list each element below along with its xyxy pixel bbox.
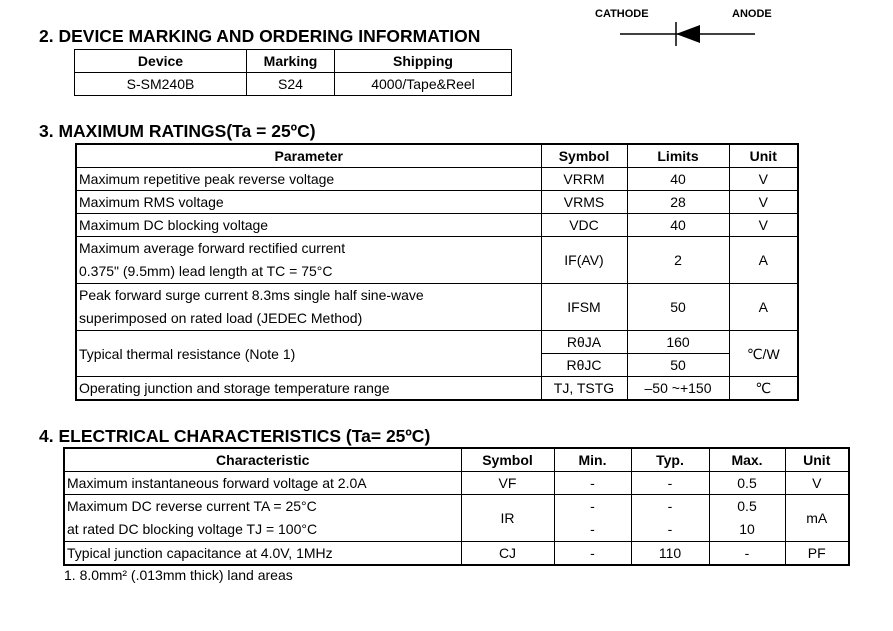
table-row (76, 214, 798, 237)
characteristic-line-2: at rated DC blocking voltage TJ = 100°C (67, 521, 318, 537)
table-row (64, 542, 849, 566)
table-row (76, 237, 798, 284)
section-2-title: 2. DEVICE MARKING AND ORDERING INFORMATION (39, 26, 481, 46)
limit-cell: 40 (627, 168, 729, 191)
parameter-line-2: superimposed on rated load (JEDEC Method) (79, 310, 363, 326)
header-symbol: Symbol (541, 144, 627, 168)
symbol-cell: VDC (541, 214, 627, 237)
max-cell: - (709, 542, 785, 566)
characteristic-line-1: Maximum DC reverse current TA = 25°C (67, 498, 317, 514)
symbol-cell: IFSM (541, 284, 627, 331)
electrical-characteristics-table (63, 447, 850, 566)
ordering-table (74, 49, 512, 96)
section-3-title: 3. MAXIMUM RATINGS(Ta = 25ºC) (39, 121, 316, 141)
parameter-cell: Typical thermal resistance (Note 1) (76, 331, 541, 377)
header-parameter: Parameter (76, 144, 541, 168)
max-cell: 0.5 (709, 472, 785, 495)
header-shipping: Shipping (335, 50, 512, 73)
symbol-cell: CJ (461, 542, 554, 566)
header-unit: Unit (729, 144, 798, 168)
parameter-line-1: Maximum average forward rectified current (79, 240, 346, 256)
header-limits: Limits (627, 144, 729, 168)
max-value-2: 10 (739, 521, 755, 537)
symbol-cell: IR (461, 495, 554, 542)
characteristic-cell: Typical junction capacitance at 4.0V, 1MHz (64, 542, 461, 566)
unit-cell: mA (785, 495, 849, 542)
characteristic-cell (64, 495, 461, 542)
anode-label: ANODE (732, 8, 772, 20)
min-cell: - (554, 542, 631, 566)
unit-cell: V (785, 472, 849, 495)
typ-cell: - (631, 472, 709, 495)
min-value-2: - (590, 521, 595, 537)
table-row (76, 377, 798, 401)
header-characteristic: Characteristic (64, 448, 461, 472)
limit-cell: 160 (627, 331, 729, 354)
symbol-cell: VRRM (541, 168, 627, 191)
table-row (75, 73, 512, 96)
footnote: 1. 8.0mm² (.013mm thick) land areas (64, 567, 293, 583)
parameter-cell: Maximum repetitive peak reverse voltage (76, 168, 541, 191)
characteristic-cell: Maximum instantaneous forward voltage at 2.0A (64, 472, 461, 495)
maximum-ratings-table (75, 143, 799, 401)
header-device: Device (75, 50, 247, 73)
limit-cell: 40 (627, 214, 729, 237)
table-row (64, 495, 849, 542)
table-header-row (75, 50, 512, 73)
header-symbol: Symbol (461, 448, 554, 472)
min-cell (554, 495, 631, 542)
header-unit: Unit (785, 448, 849, 472)
unit-cell: V (729, 214, 798, 237)
parameter-cell (76, 237, 541, 284)
unit-cell: A (729, 237, 798, 284)
symbol-cell: VF (461, 472, 554, 495)
unit-cell: V (729, 191, 798, 214)
header-marking: Marking (247, 50, 335, 73)
parameter-line-2: 0.375" (9.5mm) lead length at TC = 75°C (79, 263, 333, 279)
marking-cell: S24 (247, 73, 335, 96)
min-cell: - (554, 472, 631, 495)
symbol-cell: IF(AV) (541, 237, 627, 284)
table-row (76, 284, 798, 331)
limit-cell: 28 (627, 191, 729, 214)
table-row (76, 191, 798, 214)
unit-cell: V (729, 168, 798, 191)
typ-value-1: - (667, 498, 673, 514)
max-value-1: 0.5 (737, 498, 757, 514)
typ-value-2: - (667, 521, 673, 537)
unit-cell: PF (785, 542, 849, 566)
diode-symbol-icon (620, 18, 760, 52)
symbol-cell: TJ, TSTG (541, 377, 627, 401)
parameter-cell: Maximum RMS voltage (76, 191, 541, 214)
typ-cell (631, 495, 709, 542)
parameter-cell: Maximum DC blocking voltage (76, 214, 541, 237)
table-header-row (64, 448, 849, 472)
device-cell: S-SM240B (75, 73, 247, 96)
table-header-row (76, 144, 798, 168)
limit-cell: –50 ~+150 (627, 377, 729, 401)
header-typ: Typ. (631, 448, 709, 472)
min-value-1: - (590, 498, 595, 514)
unit-cell: A (729, 284, 798, 331)
parameter-cell (76, 284, 541, 331)
unit-cell: ℃ (729, 377, 798, 401)
header-max: Max. (709, 448, 785, 472)
section-4-title: 4. ELECTRICAL CHARACTERISTICS (Ta= 25ºC) (39, 426, 431, 446)
cathode-label: CATHODE (595, 8, 649, 20)
unit-cell: ℃/W (729, 331, 798, 377)
symbol-cell: VRMS (541, 191, 627, 214)
shipping-cell: 4000/Tape&Reel (335, 73, 512, 96)
table-row (76, 168, 798, 191)
table-row (64, 472, 849, 495)
parameter-line-1: Peak forward surge current 8.3ms single half sine-wave (79, 287, 424, 303)
table-row (76, 331, 798, 354)
typ-cell: 110 (631, 542, 709, 566)
header-min: Min. (554, 448, 631, 472)
limit-cell: 50 (627, 354, 729, 377)
max-cell (709, 495, 785, 542)
symbol-cell: RθJA (541, 331, 627, 354)
parameter-cell: Operating junction and storage temperature range (76, 377, 541, 401)
limit-cell: 2 (627, 237, 729, 284)
symbol-cell: RθJC (541, 354, 627, 377)
limit-cell: 50 (627, 284, 729, 331)
